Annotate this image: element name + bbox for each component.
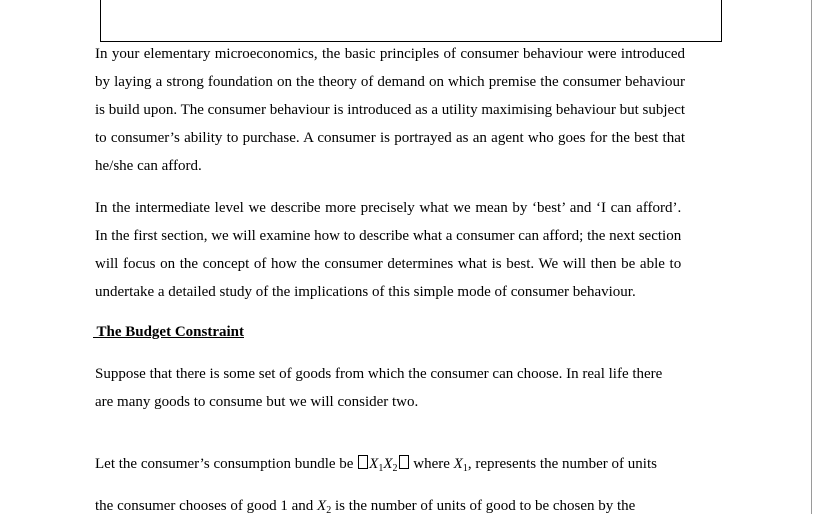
math-var: X xyxy=(369,456,379,472)
math-var: X xyxy=(453,456,463,472)
math-var: X xyxy=(317,498,327,514)
text-line: In your elementary microeconomics, the basic principles of consumer behaviour were introduced xyxy=(95,46,686,62)
math-subscript: 2 xyxy=(326,505,332,516)
text-run: the consumer chooses of good 1 and xyxy=(95,498,318,514)
text-line: Suppose that there is some set of goods from which the consumer can choose. In real life there xyxy=(95,366,663,382)
text-line: undertake a detailed study of the implications of this simple mode of consumer behaviour. xyxy=(95,284,636,300)
missing-glyph-icon xyxy=(358,455,368,469)
text-line xyxy=(95,450,657,483)
paragraph-units xyxy=(95,492,635,525)
page-edge-rule xyxy=(811,0,812,514)
text-run: Let the consumer’s consumption bundle be xyxy=(95,456,358,472)
math-subscript: 2 xyxy=(392,463,398,474)
text-line: In the first section, we will examine how to describe what a consumer can afford; the next section xyxy=(95,228,682,244)
text-run: , represents the number of units xyxy=(467,456,657,472)
paragraph-goods xyxy=(95,360,662,416)
paragraph-intro xyxy=(95,40,685,180)
text-line: are many goods to consume but we will consider two. xyxy=(95,394,419,410)
math-subscript: 1 xyxy=(462,463,468,474)
paragraph-bundle xyxy=(95,450,657,483)
text-line xyxy=(95,492,635,525)
section-heading: The Budget Constraint xyxy=(93,324,244,340)
missing-glyph-icon xyxy=(399,455,409,469)
text-line: will focus on the concept of how the consumer determines what is best. We will then be able to xyxy=(95,256,682,272)
paragraph-intermediate xyxy=(95,194,681,306)
text-line: In the intermediate level we describe more precisely what we mean by ‘best’ and ‘I can afford’. xyxy=(95,200,682,216)
text-box-frame xyxy=(100,0,722,42)
math-subscript: 1 xyxy=(378,463,384,474)
text-run: where xyxy=(409,456,454,472)
text-line: is build upon. The consumer behaviour is introduced as a utility maximising behaviour but subject xyxy=(95,102,686,118)
text-line: to consumer’s ability to purchase. A consumer is portrayed as an agent who goes for the best that xyxy=(95,130,686,146)
text-line: he/she can afford. xyxy=(95,158,202,174)
text-line: by laying a strong foundation on the theory of demand on which premise the consumer behaviour xyxy=(95,74,686,90)
math-var: X xyxy=(383,456,393,472)
text-run: is the number of units of good to be chosen by the xyxy=(331,498,636,514)
